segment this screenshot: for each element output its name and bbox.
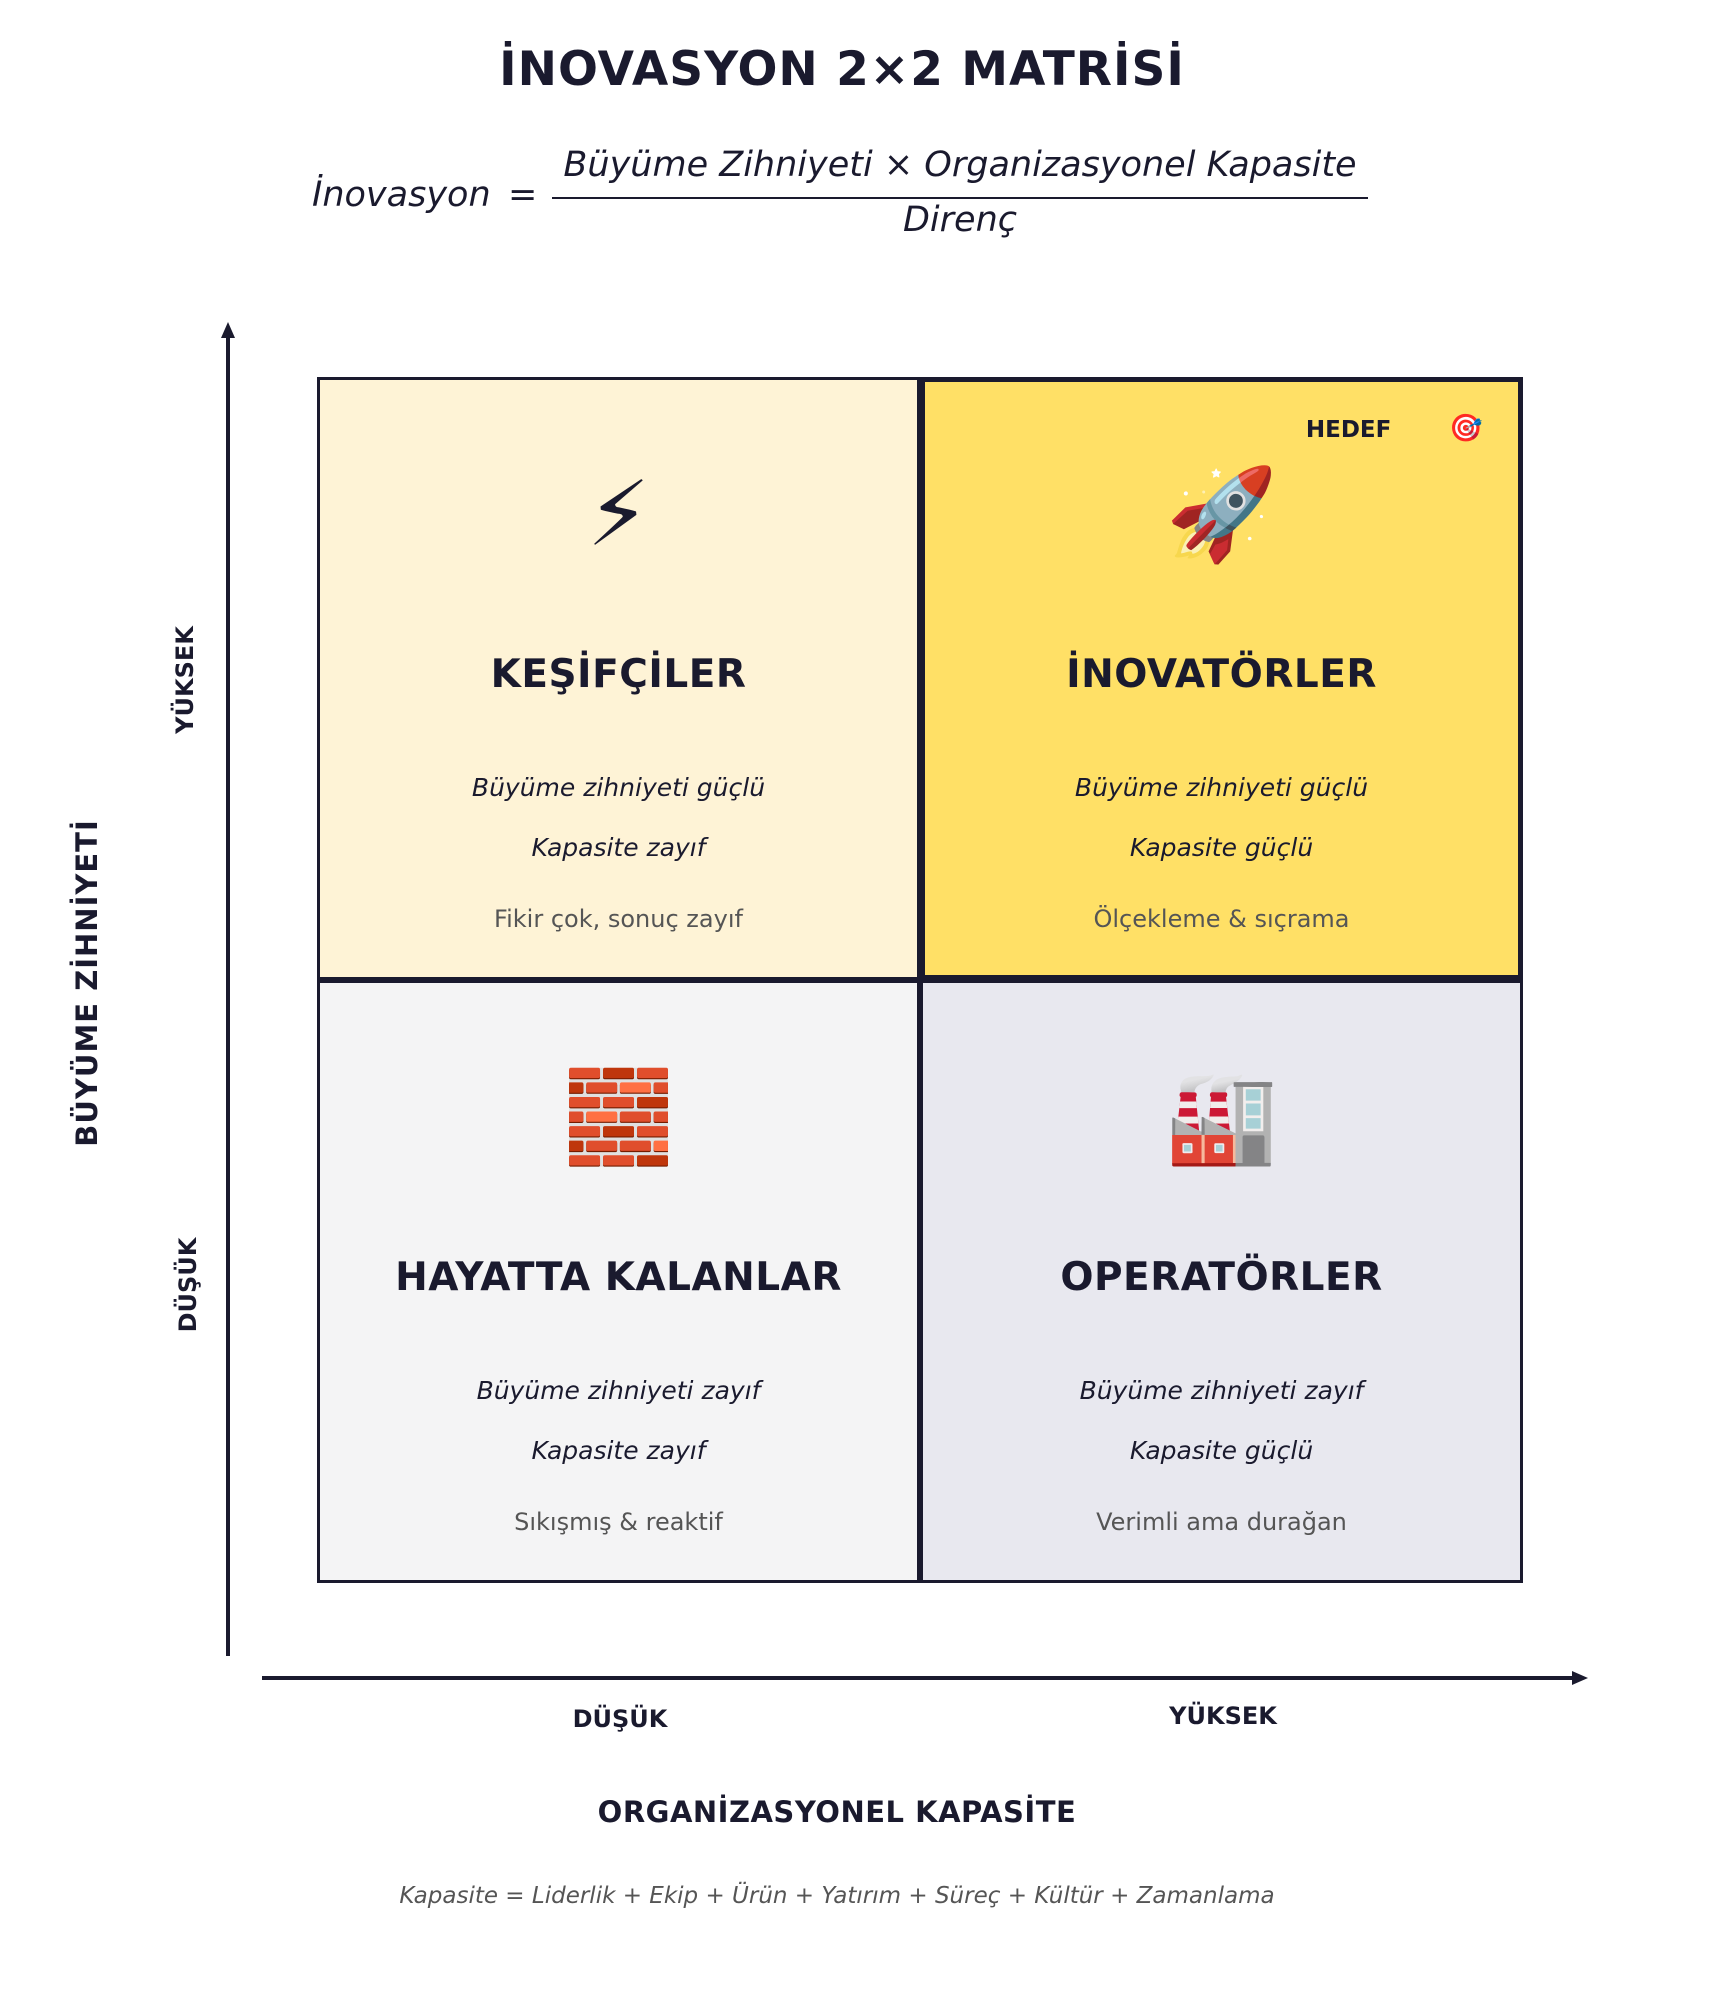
x-axis-line [262,1676,1574,1680]
y-axis-low-label: DÜŞÜK [174,1237,202,1333]
quadrant-mindset-text: Büyüme zihniyeti güçlü [1074,773,1369,802]
quadrant-innovators [920,377,1523,980]
innovation-formula [312,145,1372,245]
lightning-icon: ⚡ [586,462,651,567]
quadrant-capacity-text: Kapasite güçlü [1129,833,1314,862]
formula-numerator: Büyüme Zihniyeti × Organizasyonel Kapasite [563,145,1357,185]
factory-icon: 🏭 [1165,1065,1278,1170]
quadrant-survivors [317,980,920,1583]
quadrant-title: OPERATÖRLER [1060,1255,1383,1300]
x-axis-low-label: DÜŞÜK [572,1705,668,1733]
target-badge [1306,412,1483,444]
formula-lhs: İnovasyon [312,175,491,215]
target-label: HEDEF [1305,417,1392,443]
y-axis-line [226,330,230,1656]
formula-equals: = [508,175,538,215]
quadrant-mindset-text: Büyüme zihniyeti güçlü [471,773,766,802]
page-title: İNOVASYON 2×2 MATRİSİ [499,42,1185,97]
quadrant-mindset-text: Büyüme zihniyeti zayıf [476,1376,761,1405]
quadrant-title: İNOVATÖRLER [1066,652,1377,697]
y-axis-high-label: YÜKSEK [171,626,199,734]
x-axis-title: ORGANİZASYONEL KAPASİTE [597,1795,1077,1829]
target-icon: 🎯 [1449,413,1483,444]
quadrant-note: Ölçekleme & sıçrama [1093,905,1350,933]
rocket-icon: 🚀 [1165,462,1278,567]
quadrant-explorers [317,377,920,980]
formula-denominator: Direnç [902,200,1018,240]
quadrant-operators [920,980,1523,1583]
quadrant-capacity-text: Kapasite zayıf [531,833,706,862]
quadrant-mindset-text: Büyüme zihniyeti zayıf [1079,1376,1364,1405]
quadrant-note: Verimli ama durağan [1096,1508,1347,1536]
quadrant-capacity-text: Kapasite güçlü [1129,1436,1314,1465]
fraction-bar [552,197,1368,199]
y-axis-title: BÜYÜME ZİHNİYETİ [70,819,104,1147]
y-axis-arrow-icon [221,322,235,338]
brick-wall-icon: 🧱 [562,1065,675,1170]
capacity-footnote: Kapasite = Liderlik + Ekip + Ürün + Yatırım + Süreç + Kültür + Zamanlama [399,1883,1275,1909]
innovation-matrix [317,377,1527,1587]
quadrant-note: Sıkışmış & reaktif [514,1508,723,1536]
quadrant-title: HAYATTA KALANLAR [395,1255,842,1300]
quadrant-note: Fikir çok, sonuç zayıf [494,905,743,933]
quadrant-capacity-text: Kapasite zayıf [531,1436,706,1465]
quadrant-title: KEŞİFÇİLER [490,652,747,697]
x-axis-arrow-icon [1572,1671,1588,1685]
x-axis-high-label: YÜKSEK [1169,1702,1277,1730]
